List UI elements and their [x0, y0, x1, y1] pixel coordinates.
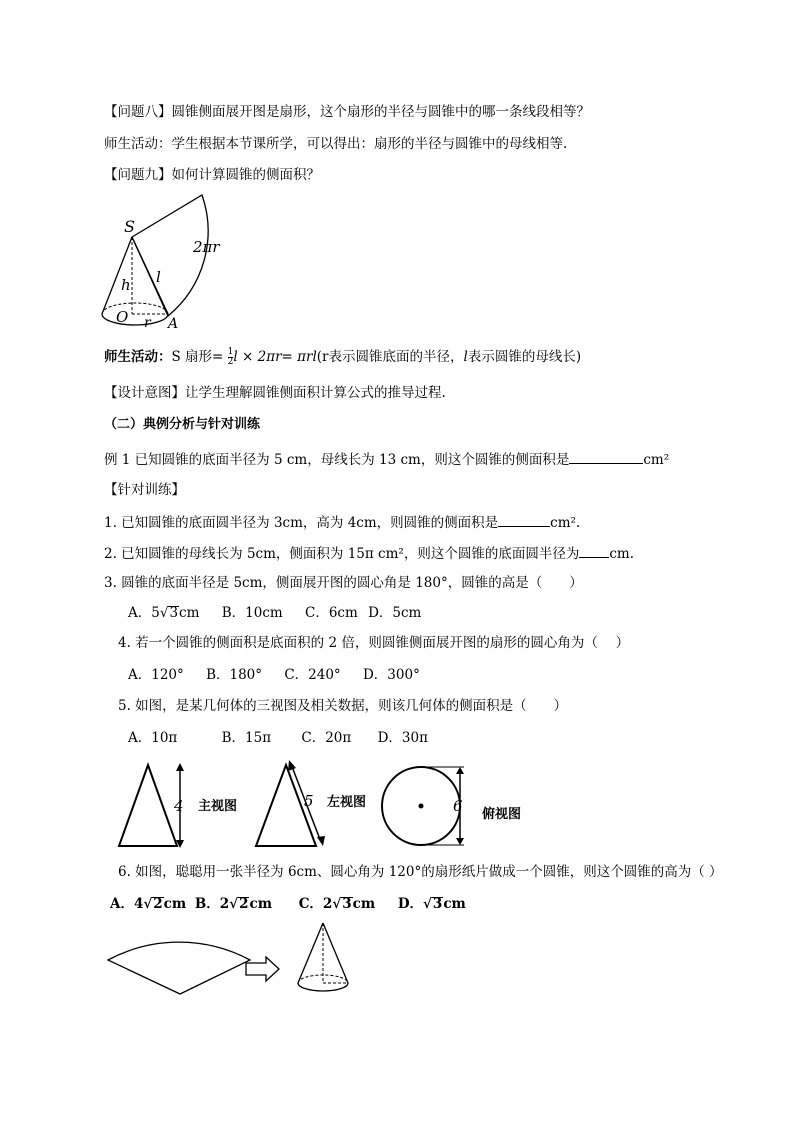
problem-3: 3. 圆锥的底面半径是 5cm，侧面展开图的圆心角是 180°，圆锥的高是（ ）	[104, 575, 583, 591]
three-views-figure	[104, 758, 544, 854]
p6-option-b-unit: cm	[249, 896, 272, 912]
training-heading: 【针对训练】	[104, 482, 185, 498]
label-s: S	[124, 217, 135, 236]
formula-rest: l × 2πr= πrl	[233, 349, 317, 365]
sector-to-cone-figure	[104, 915, 364, 1005]
front-view	[119, 763, 237, 848]
fraction-denominator: 2	[227, 357, 234, 367]
label-o: O	[116, 308, 129, 326]
problem-1	[104, 512, 580, 532]
top-view-label: 俯视图	[482, 807, 522, 822]
left-view-dimension: 5	[304, 792, 314, 810]
p6-option-a-coef: A．4	[110, 896, 144, 912]
problem-4-option-c: C．240°	[284, 667, 341, 683]
question-8: 【问题八】圆锥侧面展开图是扇形，这个扇形的半径与圆锥中的哪一条线段相等？	[104, 104, 590, 120]
problem-6-option-a: A．4√2cm	[110, 896, 187, 912]
p6-option-d-radicand: 3	[432, 896, 443, 912]
p6-option-d-unit: cm	[443, 896, 466, 912]
front-view-label: 主视图	[198, 799, 238, 814]
p6-option-c-coef: C．2	[298, 896, 333, 912]
example-1-blank	[569, 449, 643, 464]
problem-5: 5. 如图，是某几何体的三视图及相关数据，则该几何体的侧面积是（ ）	[118, 698, 568, 714]
label-h: h	[121, 276, 131, 294]
p6-option-b-radicand: 2	[239, 896, 249, 912]
section-heading-2: （二）典例分析与针对训练	[104, 417, 261, 432]
problem-6-option-d: D．√3cm	[397, 896, 466, 912]
problem-4-option-d: D．300°	[362, 667, 420, 683]
problem-5-option-a: A．10π	[128, 730, 178, 746]
paper-cone	[298, 923, 348, 991]
problem-6: 6. 如图，聪聪用一张半径为 6cm、圆心角为 120°的扇形纸片做成一个圆锥，则这个圆锥的高为（ ）	[118, 864, 723, 880]
example-1-unit: cm²	[643, 452, 670, 468]
formula-note-l: l	[463, 349, 468, 365]
left-view	[256, 760, 366, 846]
activity-prefix: 师生活动：	[104, 349, 172, 365]
problem-5-options	[128, 729, 428, 747]
p6-option-c-radicand: 3	[342, 896, 352, 912]
formula-lead: S 扇形=	[171, 349, 228, 365]
front-view-dimension: 4	[174, 797, 184, 815]
p6-option-b-coef: B．2	[194, 896, 230, 912]
problem-5-option-d: D．30π	[377, 730, 428, 746]
left-view-label: 左视图	[327, 795, 367, 810]
problem-4-options	[128, 666, 420, 684]
label-a: A	[168, 316, 179, 332]
label-2pir: 2πr	[193, 238, 220, 256]
problem-2-text: 2. 已知圆锥的母线长为 5cm，侧面积为 15π cm²，则这个圆锥的底面圆半径为	[104, 546, 580, 562]
paper-sector	[108, 942, 250, 994]
problem-5-option-b: B．15π	[221, 730, 272, 746]
problem-4-option-a: A．120°	[128, 667, 184, 683]
option-a-coef: A．5	[128, 605, 160, 621]
p6-option-d-coef: D．	[397, 896, 424, 912]
top-view	[382, 767, 521, 845]
fraction-numerator: 1	[227, 347, 234, 357]
problem-3-options	[128, 604, 421, 622]
example-1	[104, 449, 669, 469]
design-intent: 【设计意图】让学生理解圆锥侧面积计算公式的推导过程.	[104, 385, 446, 401]
cone-sector-figure	[96, 190, 236, 332]
option-a-unit: cm	[179, 605, 200, 621]
teacher-student-activity-2	[104, 348, 581, 367]
problem-3-option-b: B．10cm	[221, 605, 283, 621]
p6-option-c-unit: cm	[352, 896, 376, 912]
top-view-dimension: 6	[453, 797, 463, 815]
problem-1-unit: cm².	[550, 515, 581, 531]
label-r: r	[144, 315, 151, 331]
problem-6-option-c: C．2√3cm	[298, 896, 376, 912]
p6-option-a-radicand: 2	[153, 896, 163, 912]
problem-2-blank	[579, 543, 609, 558]
problem-3-option-d: D．5cm	[368, 605, 422, 621]
option-a-radicand: 3	[169, 605, 179, 621]
problem-1-blank	[498, 512, 550, 527]
problem-4: 4. 若一个圆锥的侧面积是底面积的 2 倍，则圆锥侧面展开图的扇形的圆心角为（ ）	[118, 635, 630, 651]
example-1-text: 例 1 已知圆锥的底面半径为 5 cm，母线长为 13 cm，则这个圆锥的侧面积是	[104, 452, 570, 468]
problem-5-option-c: C．20π	[301, 730, 352, 746]
problem-2	[104, 543, 634, 563]
formula-note-2: 表示圆锥的母线长)	[467, 349, 582, 365]
problem-1-text: 1. 已知圆锥的底面圆半径为 3cm，高为 4cm，则圆锥的侧面积是	[104, 515, 499, 531]
arrow-right-icon	[246, 957, 279, 981]
label-l: l	[156, 268, 161, 286]
problem-6-options	[110, 895, 466, 913]
problem-6-option-b: B．2√2cm	[194, 896, 272, 912]
teacher-student-activity-1: 师生活动：学生根据本节课所学，可以得出：扇形的半径与圆锥中的母线相等.	[104, 136, 568, 152]
formula-note-1: (r表示圆锥底面的半径，	[316, 349, 464, 365]
p6-option-a-unit: cm	[163, 896, 187, 912]
problem-3-option-c: C．6cm	[304, 605, 358, 621]
question-9: 【问题九】如何计算圆锥的侧面积？	[104, 167, 320, 183]
problem-4-option-b: B．180°	[206, 667, 263, 683]
problem-2-unit: cm.	[609, 546, 634, 562]
problem-3-option-a: A．5√3cm	[128, 605, 200, 621]
